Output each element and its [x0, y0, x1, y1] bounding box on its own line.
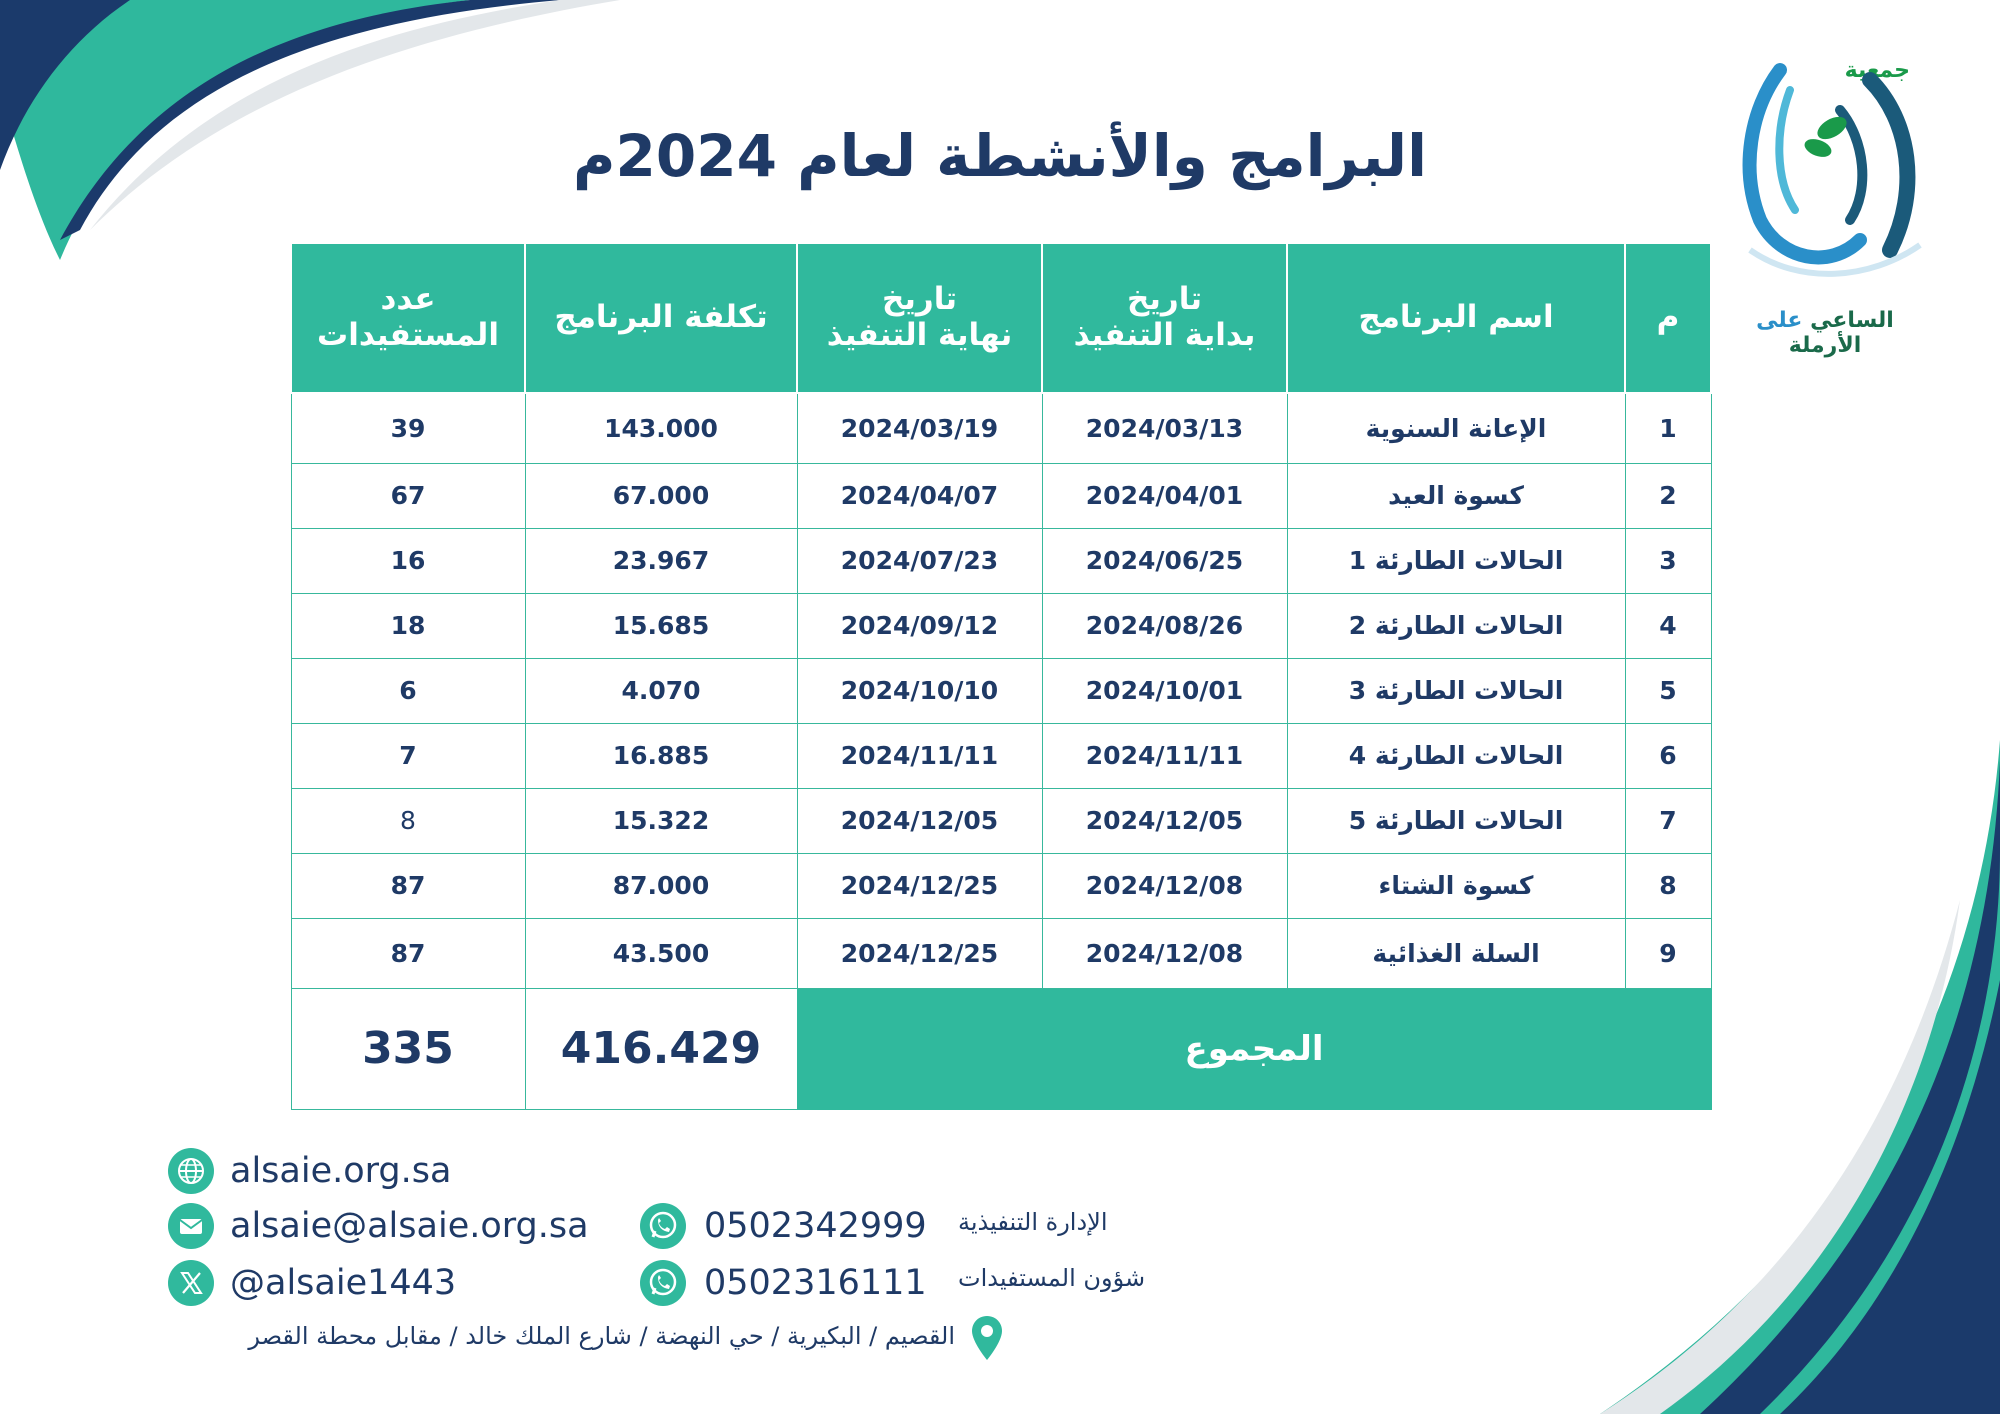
cell-end-date: 2024/12/05: [797, 788, 1042, 853]
cell-program-name: الحالات الطارئة 5: [1287, 788, 1625, 853]
email-row: [168, 1203, 589, 1249]
cell-start-date: 2024/12/08: [1042, 918, 1287, 988]
header-cost: تكلفة البرنامج: [525, 243, 797, 393]
cell-cost: 67.000: [525, 463, 797, 528]
location-pin-icon: [970, 1314, 1004, 1362]
cell-beneficiaries: 18: [291, 593, 525, 658]
header-end-date: تاريخ نهاية التنفيذ: [797, 243, 1042, 393]
phone2-number[interactable]: 0502316111: [704, 1263, 927, 1303]
cell-beneficiaries: 87: [291, 918, 525, 988]
cell-start-date: 2024/12/08: [1042, 853, 1287, 918]
logo-association-word: جمعية: [1844, 58, 1910, 83]
whatsapp-icon: [640, 1260, 686, 1306]
cell-end-date: 2024/12/25: [797, 918, 1042, 988]
cell-end-date: 2024/04/07: [797, 463, 1042, 528]
table-row: [291, 723, 1711, 788]
cell-beneficiaries: 8: [291, 788, 525, 853]
cell-start-date: 2024/11/11: [1042, 723, 1287, 788]
cell-end-date: 2024/03/19: [797, 393, 1042, 463]
email-icon: [168, 1203, 214, 1249]
cell-cost: 43.500: [525, 918, 797, 988]
cell-program-name: السلة الغذائية: [1287, 918, 1625, 988]
cell-end-date: 2024/09/12: [797, 593, 1042, 658]
programs-table: [290, 242, 1712, 1110]
total-label: المجموع: [797, 988, 1711, 1109]
header-index: م: [1625, 243, 1711, 393]
cell-index: 8: [1625, 853, 1711, 918]
phone1-label: الإدارة التنفيذية: [958, 1208, 1108, 1236]
cell-cost: 16.885: [525, 723, 797, 788]
phone2-row: [640, 1260, 927, 1306]
cell-start-date: 2024/03/13: [1042, 393, 1287, 463]
x-twitter-icon: [168, 1260, 214, 1306]
cell-program-name: كسوة الشتاء: [1287, 853, 1625, 918]
cell-program-name: الحالات الطارئة 3: [1287, 658, 1625, 723]
cell-index: 1: [1625, 393, 1711, 463]
cell-end-date: 2024/07/23: [797, 528, 1042, 593]
cell-index: 9: [1625, 918, 1711, 988]
cell-beneficiaries: 67: [291, 463, 525, 528]
table-total-row: [291, 988, 1711, 1109]
table-row: [291, 593, 1711, 658]
cell-beneficiaries: 39: [291, 393, 525, 463]
cell-start-date: 2024/10/01: [1042, 658, 1287, 723]
table-row: [291, 788, 1711, 853]
logo-name: الساعي على الأرملة: [1756, 308, 1894, 358]
table-row: [291, 528, 1711, 593]
cell-program-name: الحالات الطارئة 1: [1287, 528, 1625, 593]
cell-cost: 87.000: [525, 853, 797, 918]
email-link[interactable]: alsaie@alsaie.org.sa: [230, 1206, 589, 1246]
cell-index: 4: [1625, 593, 1711, 658]
cell-program-name: كسوة العيد: [1287, 463, 1625, 528]
table-header-row: [291, 243, 1711, 393]
cell-start-date: 2024/08/26: [1042, 593, 1287, 658]
cell-index: 3: [1625, 528, 1711, 593]
cell-end-date: 2024/11/11: [797, 723, 1042, 788]
cell-beneficiaries: 87: [291, 853, 525, 918]
cell-program-name: الحالات الطارئة 2: [1287, 593, 1625, 658]
cell-beneficiaries: 6: [291, 658, 525, 723]
table-row: [291, 463, 1711, 528]
cell-index: 7: [1625, 788, 1711, 853]
phone1-number[interactable]: 0502342999: [704, 1206, 927, 1246]
globe-icon: [168, 1148, 214, 1194]
header-program-name: اسم البرنامج: [1287, 243, 1625, 393]
page-title: البرامج والأنشطة لعام 2024م: [573, 122, 1427, 190]
cell-beneficiaries: 16: [291, 528, 525, 593]
cell-end-date: 2024/12/25: [797, 853, 1042, 918]
address-text: القصيم / البكيرية / حي النهضة / شارع الملك خالد / مقابل محطة القصر: [248, 1322, 955, 1350]
cell-start-date: 2024/06/25: [1042, 528, 1287, 593]
website-link[interactable]: alsaie.org.sa: [230, 1151, 452, 1191]
twitter-row: [168, 1260, 456, 1306]
table-row: [291, 393, 1711, 463]
cell-beneficiaries: 7: [291, 723, 525, 788]
cell-cost: 15.685: [525, 593, 797, 658]
cell-index: 2: [1625, 463, 1711, 528]
table-row: [291, 918, 1711, 988]
phone2-label: شؤون المستفيدات: [958, 1264, 1146, 1292]
total-beneficiaries: 335: [291, 988, 525, 1109]
header-start-date: تاريخ بداية التنفيذ: [1042, 243, 1287, 393]
cell-program-name: الإعانة السنوية: [1287, 393, 1625, 463]
header-beneficiaries: عدد المستفيدات: [291, 243, 525, 393]
phone1-row: [640, 1203, 927, 1249]
total-cost: 416.429: [525, 988, 797, 1109]
cell-cost: 15.322: [525, 788, 797, 853]
cell-index: 5: [1625, 658, 1711, 723]
website-row: [168, 1148, 451, 1194]
cell-cost: 23.967: [525, 528, 797, 593]
cell-cost: 143.000: [525, 393, 797, 463]
table-row: [291, 658, 1711, 723]
table-row: [291, 853, 1711, 918]
twitter-handle[interactable]: @alsaie1443: [230, 1263, 457, 1303]
cell-start-date: 2024/12/05: [1042, 788, 1287, 853]
cell-cost: 4.070: [525, 658, 797, 723]
whatsapp-icon: [640, 1203, 686, 1249]
cell-start-date: 2024/04/01: [1042, 463, 1287, 528]
cell-index: 6: [1625, 723, 1711, 788]
cell-end-date: 2024/10/10: [797, 658, 1042, 723]
cell-program-name: الحالات الطارئة 4: [1287, 723, 1625, 788]
